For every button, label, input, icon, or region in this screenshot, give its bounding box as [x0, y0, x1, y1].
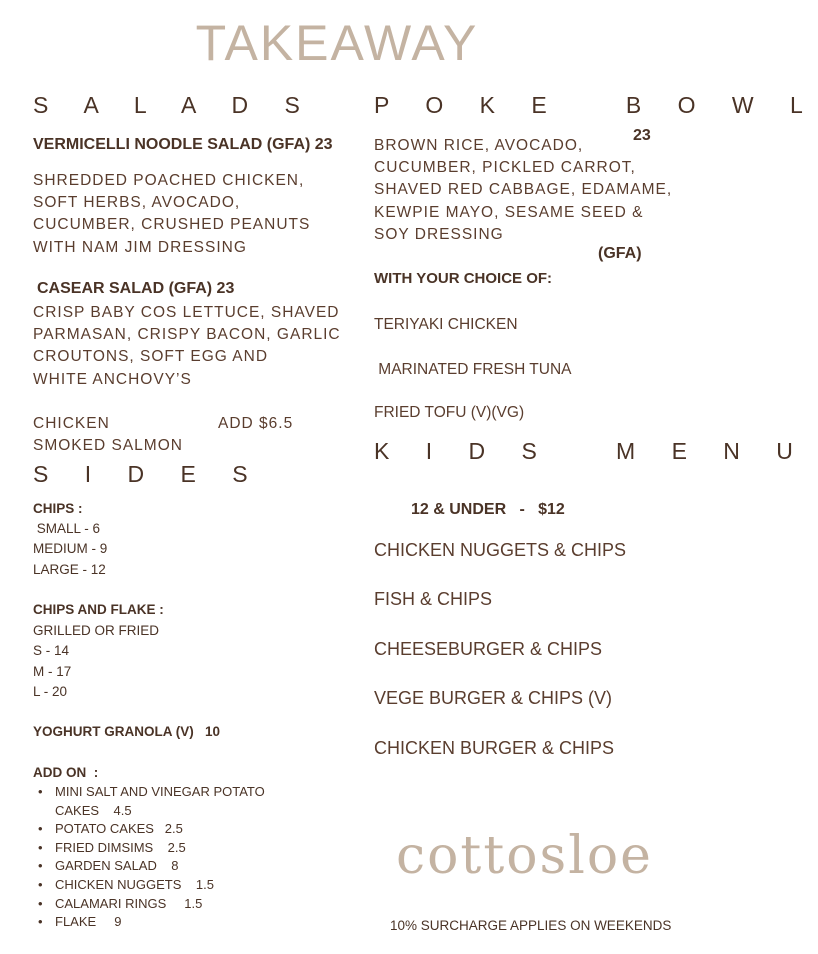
kids-item-vege-burger: VEGE BURGER & CHIPS (V) [374, 688, 613, 708]
desc-line: CUCUMBER, CRUSHED PEANUTS [33, 216, 311, 234]
kids-item-fish: FISH & CHIPS [374, 589, 493, 609]
list-item: • FRIED DIMSIMS 2.5 [33, 839, 295, 858]
chips-list [33, 519, 107, 580]
choice-teriyaki: TERIYAKI CHICKEN [374, 316, 518, 333]
desc-line: KEWPIE MAYO, SESAME SEED & [374, 203, 644, 221]
list-item: • GARDEN SALAD 8 [33, 857, 295, 876]
poke-bowl-gfa: (GFA) [598, 245, 642, 262]
add-on-list [33, 783, 295, 932]
list-item: M - 17 [33, 663, 72, 679]
kids-age-price: 12 & UNDER - $12 [411, 501, 565, 518]
desc-line: CRISP BABY COS LETTUCE, SHAVED [33, 304, 340, 321]
choice-tuna: MARINATED FRESH TUNA [374, 361, 572, 378]
choice-tofu: FRIED TOFU (V)(VG) [374, 404, 525, 421]
add-chicken: CHICKEN [33, 415, 110, 432]
desc-line: PARMASAN, CRISPY BACON, GARLIC [33, 326, 341, 344]
desc-line: BROWN RICE, AVOCADO, [374, 137, 584, 154]
desc-line: WITH NAM JIM DRESSING [33, 238, 247, 256]
chips-label: CHIPS : [33, 501, 83, 516]
choice-label: WITH YOUR CHOICE OF: [374, 270, 553, 287]
desc-line: CROUTONS, SOFT EGG AND [33, 348, 269, 366]
list-item: • CALAMARI RINGS 1.5 [33, 895, 295, 914]
add-on-label: ADD ON : [33, 765, 99, 780]
list-item: S - 14 [33, 643, 70, 659]
chips-flake-label: CHIPS AND FLAKE : [33, 602, 164, 617]
desc-line: CUCUMBER, PICKLED CARROT, [374, 159, 636, 177]
add-price: ADD $6.5 [218, 415, 294, 432]
desc-line: WHITE ANCHOVY’S [33, 370, 192, 388]
casear-salad-name: CASEAR SALAD (GFA) 23 [37, 280, 235, 297]
list-item: • MINI SALT AND VINEGAR POTATO CAKES 4.5 [33, 783, 295, 820]
list-item: LARGE - 12 [33, 561, 106, 577]
desc-line: SHAVED RED CABBAGE, EDAMAME, [374, 181, 673, 199]
list-item: SMALL - 6 [33, 521, 101, 536]
desc-line: SHREDDED POACHED CHICKEN, [33, 172, 305, 189]
sides-heading: S I D E S [33, 461, 263, 487]
chips-flake-list [33, 621, 159, 702]
poke-bowl-desc [374, 135, 672, 246]
kids-menu-heading: K I D S M E N U [374, 438, 808, 464]
page-title: TAKEAWAY [195, 15, 479, 71]
list-item: • POTATO CAKES 2.5 [33, 820, 295, 839]
list-item: • FLAKE 9 [33, 913, 295, 932]
poke-bowl-heading: P O K E B O W L [374, 92, 818, 118]
casear-salad-desc [33, 302, 341, 391]
surcharge-note: 10% SURCHARGE APPLIES ON WEEKENDS [390, 918, 672, 933]
vermicelli-salad-name: VERMICELLI NOODLE SALAD (GFA) 23 [33, 136, 333, 153]
desc-line: SOFT HERBS, AVOCADO, [33, 194, 241, 212]
list-item: MEDIUM - 9 [33, 541, 108, 557]
kids-item-cheeseburger: CHEESEBURGER & CHIPS [374, 639, 603, 659]
kids-item-chicken-burger: CHICKEN BURGER & CHIPS [374, 738, 615, 758]
yoghurt-granola: YOGHURT GRANOLA (V) 10 [33, 724, 221, 739]
vermicelli-salad-desc [33, 170, 310, 259]
list-item: • CHICKEN NUGGETS 1.5 [33, 876, 295, 895]
list-item: GRILLED OR FRIED [33, 623, 160, 638]
desc-line: SOY DRESSING [374, 225, 504, 243]
kids-item-nuggets: CHICKEN NUGGETS & CHIPS [374, 540, 627, 560]
add-smoked-salmon: SMOKED SALMON [33, 437, 183, 454]
list-item: L - 20 [33, 683, 68, 699]
salads-heading: S A L A D S [33, 92, 315, 118]
poke-bowl-price: 23 [633, 127, 651, 144]
brand-logo: cottosloe [396, 826, 653, 886]
